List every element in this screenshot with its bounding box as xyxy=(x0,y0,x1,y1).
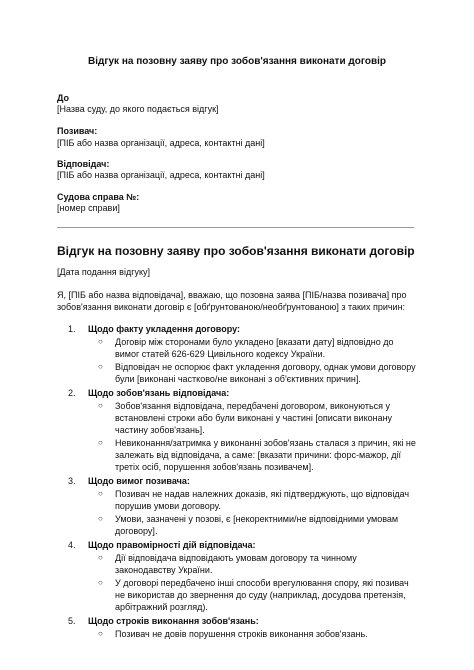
intro-paragraph: Я, [ПІБ або назва відповідача], вважаю, що позовна заява [ПІБ/назва позивача] про зобов'язання виконати договір є [обґрунтованою/необґрунтованою] з таких причин: xyxy=(57,290,407,312)
sub-list xyxy=(88,400,417,473)
bullet-circle-icon: ○ xyxy=(98,553,103,562)
plaintiff-label: Позивач: xyxy=(57,126,98,136)
point-title: Щодо зобов'язань відповідача: xyxy=(88,388,230,398)
point-number: 3. xyxy=(68,476,76,486)
sub-item-text: Умови, зазначені у позові, є [некоректними/не відповідними умовам договору]. xyxy=(115,514,399,536)
defendant-value: [ПІБ або назва організації, адреса, контактні дані] xyxy=(57,170,265,180)
bullet-circle-icon: ○ xyxy=(98,489,103,498)
defendant-label: Відповідач: xyxy=(57,159,110,169)
point-title: Щодо факту укладення договору: xyxy=(88,324,240,334)
submission-date: [Дата подання відгуку] xyxy=(57,267,151,277)
sub-item xyxy=(88,577,417,613)
sub-list xyxy=(88,628,417,640)
sub-item xyxy=(88,513,417,537)
section-heading: Відгук на позовну заяву про зобов'язання виконати договір xyxy=(57,244,415,258)
court-value: [Назва суду, до якого подається відгук] xyxy=(57,104,219,114)
plaintiff-value: [ПІБ або назва організації, адреса, контактні дані] xyxy=(57,138,265,148)
document-title: Відгук на позовну заяву про зобов'язання виконати договір xyxy=(87,56,387,67)
sub-list xyxy=(88,488,417,537)
point-item xyxy=(57,323,417,385)
sub-item-text: Зобов'язання відповідача, передбачені договором, виконуються у встановлені строки або були виконані у частині [описати виконану частину зобов'язань]. xyxy=(115,401,393,435)
sub-list xyxy=(88,336,417,385)
point-number: 5. xyxy=(68,616,76,626)
point-title: Щодо правомірності дій відповідача: xyxy=(88,540,256,550)
sub-item xyxy=(88,488,417,512)
bullet-circle-icon: ○ xyxy=(98,401,103,410)
point-title: Щодо вимог позивача: xyxy=(88,476,190,486)
sub-item-text: Позивач не довів порушення строків виконання зобов'язань. xyxy=(115,629,368,639)
court-label: До xyxy=(57,93,70,103)
bullet-circle-icon: ○ xyxy=(98,438,103,447)
sub-item-text: Відповідач не оспорює факт укладення договору, однак умови договору були [виконані частково/не виконані з об'єктивних причин]. xyxy=(115,362,416,384)
bullet-circle-icon: ○ xyxy=(98,362,103,371)
sub-item xyxy=(88,437,417,473)
point-title: Щодо строків виконання зобов'язань: xyxy=(88,616,259,626)
point-number: 2. xyxy=(68,388,76,398)
points-list xyxy=(57,323,417,642)
horizontal-divider xyxy=(57,227,414,228)
point-item xyxy=(57,387,417,473)
sub-item-text: У договорі передбачено інші способи врегулювання спору, які позивач не використав до звернення до суду (наприклад, досудова претензія, арбітражний розгляд). xyxy=(115,578,409,612)
point-number: 4. xyxy=(68,540,76,550)
sub-item-text: Невиконання/затримка у виконанні зобов'язань сталася з причин, які не залежать від відповідача, а саме: [вказати причини: форс-мажор, дії третіх осіб, порушення зобов'язань позивачем]. xyxy=(115,438,416,472)
sub-item xyxy=(88,336,417,360)
bullet-circle-icon: ○ xyxy=(98,337,103,346)
point-number: 1. xyxy=(68,324,76,334)
sub-item-text: Позивач не надав належних доказів, які підтверджують, що відповідач порушив умови договору. xyxy=(115,489,410,511)
sub-list xyxy=(88,552,417,613)
point-item xyxy=(57,475,417,537)
sub-item xyxy=(88,361,417,385)
sub-item xyxy=(88,400,417,436)
point-item xyxy=(57,539,417,613)
case-number-label: Судова справа №: xyxy=(57,192,140,202)
sub-item xyxy=(88,628,417,640)
case-number-value: [номер справи] xyxy=(57,203,120,213)
sub-item-text: Дії відповідача відповідають умовам договору та чинному законодавству України. xyxy=(115,553,357,575)
bullet-circle-icon: ○ xyxy=(98,629,103,638)
bullet-circle-icon: ○ xyxy=(98,578,103,587)
point-item xyxy=(57,615,417,640)
sub-item xyxy=(88,552,417,576)
sub-item-text: Договір між сторонами було укладено [вказати дату] відповідно до вимог статей 626-629 Цивільного кодексу України. xyxy=(115,337,394,359)
bullet-circle-icon: ○ xyxy=(98,514,103,523)
